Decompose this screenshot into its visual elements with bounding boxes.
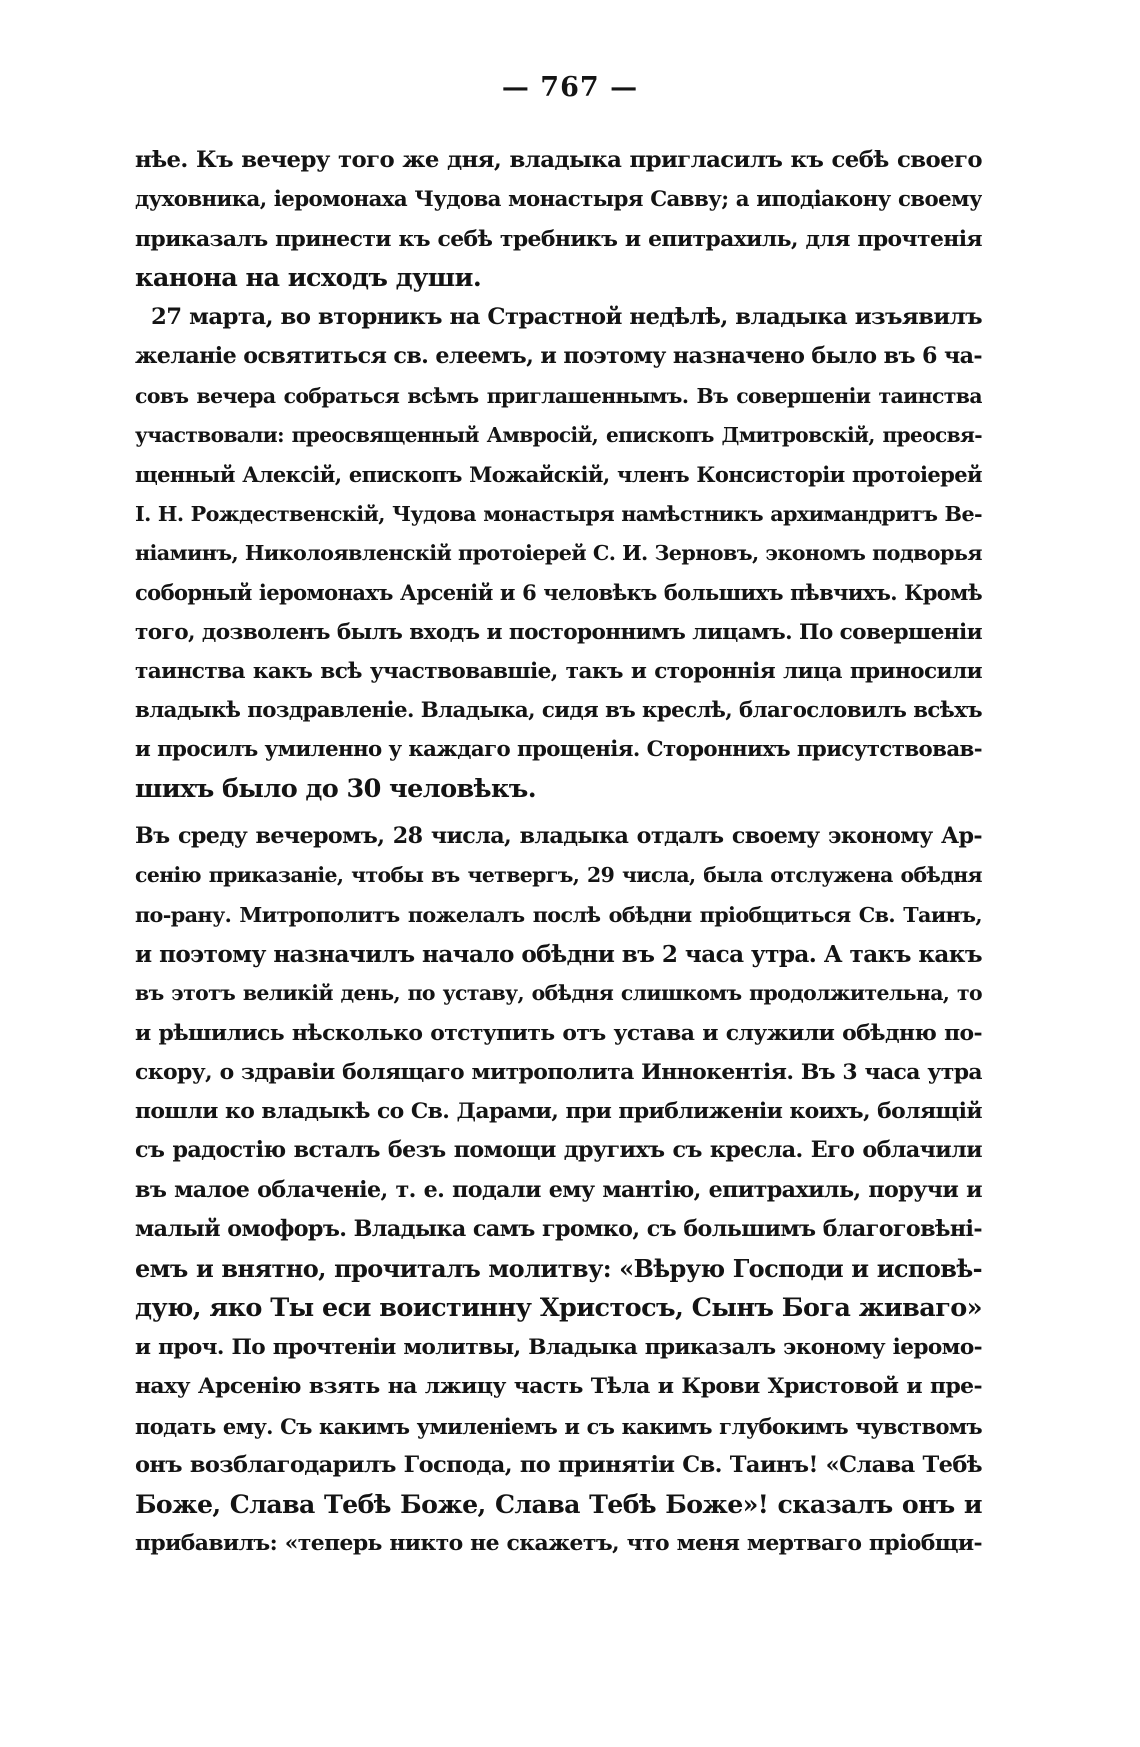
text-line: ніаминъ, Николоявленскій протоіерей С. И. Зерновъ, экономъ подворья (135, 540, 982, 565)
text-line: въ малое облаченіе, т. е. подали ему мантію, епитрахиль, поручи и (135, 1176, 982, 1203)
text-line: сенію приказаніе, чтобы въ четвергъ, 29 числа, была отслужена обѣдня (135, 863, 982, 888)
paragraph-1 (135, 141, 982, 298)
text-line: соборный іеромонахъ Арсеній и 6 человѣкъ большихъ пѣвчихъ. Кромѣ (135, 580, 982, 606)
text-line: приказалъ принести къ себѣ требникъ и епитрахиль, для прочтенія (135, 225, 982, 252)
paragraph-3 (135, 817, 982, 1564)
text-line: и просилъ умиленно у каждаго прощенія. Стороннихъ присутствовав- (135, 737, 982, 763)
text-line: подать ему. Съ какимъ умиленіемъ и съ какимъ глубокимъ чувствомъ (135, 1413, 982, 1439)
text-line: совъ вечера собраться всѣмъ приглашеннымъ. Въ совершеніи таинства (135, 383, 982, 408)
text-line: и проч. По прочтеніи молитвы, Владыка приказалъ эконому іеромо- (135, 1334, 982, 1360)
text-line: 27 марта, во вторникъ на Страстной недѣлѣ, владыка изъявилъ (151, 304, 982, 331)
text-line: малый омофоръ. Владыка самъ громко, съ большимъ благоговѣні- (135, 1216, 982, 1243)
text-line: прибавилъ: «теперь никто не скажетъ, что меня мертваго пріобщи- (135, 1530, 982, 1557)
text-line: Боже, Слава Тебѣ Боже, Слава Тебѣ Боже»! сказалъ онъ и (135, 1489, 982, 1520)
text-line: щенный Алексій, епископъ Можайскій, членъ Консисторіи протоіерей (135, 462, 982, 488)
text-line: емъ и внятно, прочиталъ молитву: «Вѣрую Господи и исповѣ- (135, 1254, 982, 1284)
text-line: шихъ было до 30 человѣкъ. (135, 773, 537, 804)
text-line: онъ возблагодарилъ Господа, по принятіи Св. Таинъ! «Слава Тебѣ (135, 1451, 982, 1478)
text-line: желаніе освятиться св. елеемъ, и поэтому назначено было въ 6 ча- (135, 343, 982, 370)
text-line: по-рану. Митрополитъ пожелалъ послѣ обѣдни пріобщиться Св. Таинъ, (135, 902, 982, 927)
text-line: и рѣшились нѣсколько отступить отъ устава и служили обѣдню по- (135, 1019, 982, 1046)
text-line: въ этотъ великій день, по уставу, обѣдня слишкомъ продолжительна, то (135, 981, 982, 1006)
body-text (135, 141, 982, 1564)
text-line: І. Н. Рождественскій, Чудова монастыря намѣстникъ архимандритъ Ве- (135, 501, 982, 526)
text-line: таинства какъ всѣ участвовавшіе, такъ и стороннія лица приносили (135, 658, 982, 684)
paragraph-2 (135, 298, 982, 809)
text-line: дую, яко Ты еси воистинну Христосъ, Сынъ Бога живаго» (135, 1292, 982, 1323)
text-line: канона на исходъ души. (135, 262, 482, 293)
text-line: владыкѣ поздравленіе. Владыка, сидя въ креслѣ, благословилъ всѣхъ (135, 698, 982, 724)
text-line: пошли ко владыкѣ со Св. Дарами, при приближеніи коихъ, болящій (135, 1098, 982, 1125)
text-line: духовника, іеромонаха Чудова монастыря Савву; а иподіакону своему (135, 187, 982, 213)
text-line: съ радостію всталъ безъ помощи другихъ съ кресла. Его облачили (135, 1137, 982, 1164)
text-line: участвовали: преосвященный Амвросій, епископъ Дмитровскій, преосвя- (135, 423, 982, 448)
text-line: того, дозволенъ былъ входъ и постороннимъ лицамъ. По совершеніи (135, 619, 982, 645)
text-line: скору, о здравіи болящаго митрополита Иннокентія. Въ 3 часа утра (135, 1058, 982, 1085)
text-line: и поэтому назначилъ начало обѣдни въ 2 часа утра. А такъ какъ (135, 940, 982, 968)
page-number: — 767 — (501, 72, 639, 103)
text-line: нѣе. Къ вечеру того же дня, владыка пригласилъ къ себѣ своего (135, 147, 982, 173)
text-line: Въ среду вечеромъ, 28 числа, владыка отдалъ своему эконому Ар- (135, 823, 982, 850)
text-line: наху Арсенію взять на лжицу часть Тѣла и Крови Христовой и пре- (135, 1373, 982, 1400)
